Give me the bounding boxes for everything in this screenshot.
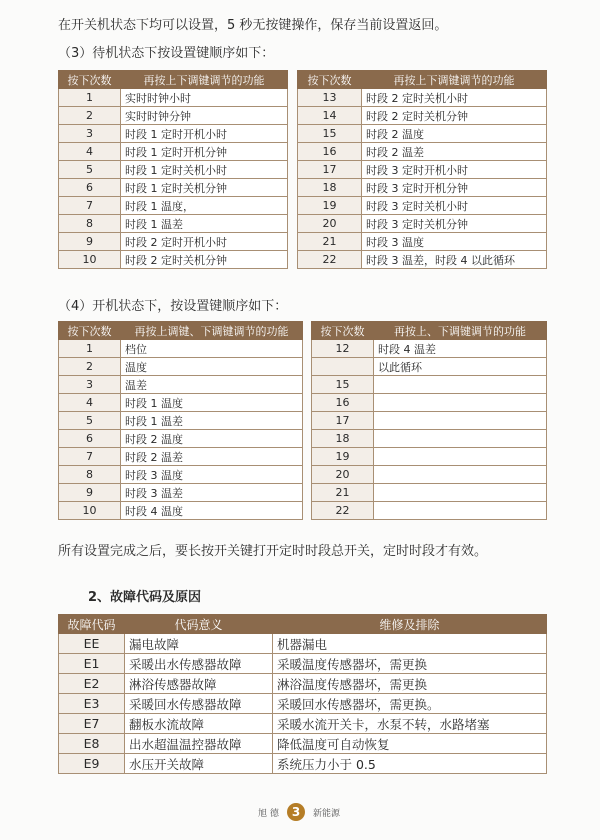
table-row: [59, 107, 288, 125]
table-row: [59, 484, 303, 502]
table-cell: 13: [298, 89, 362, 107]
table-cell: E7: [59, 714, 125, 734]
table-row: [59, 412, 303, 430]
table-row: [59, 734, 547, 754]
table-cell: 翻板水流故障: [125, 714, 273, 734]
table-cell: 4: [59, 394, 121, 412]
table-cell: 淋浴温度传感器坏，需更换: [273, 674, 547, 694]
table-cell: 4: [59, 143, 121, 161]
table-cell: 时段 3 定时开机分钟: [362, 179, 547, 197]
table-cell: 2: [59, 358, 121, 376]
column-header: 按下次数: [59, 322, 121, 340]
table-cell: 以此循环: [374, 358, 547, 376]
table-cell: 时段 2 温差: [362, 143, 547, 161]
column-header: 再按上下调键调节的功能: [362, 71, 547, 89]
table-row: [59, 394, 303, 412]
table-row: [59, 430, 303, 448]
table-cell: 系统压力小于 0.5: [273, 754, 547, 774]
table-row: [312, 340, 547, 358]
table-cell: 8: [59, 466, 121, 484]
table-row: [298, 215, 547, 233]
page-footer: [0, 803, 600, 823]
table-cell: 12: [312, 340, 374, 358]
table-cell: 16: [312, 394, 374, 412]
table-row: [59, 634, 547, 654]
table-cell: 时段 3 温差，时段 4 以此循环: [362, 251, 547, 269]
table-cell: 机器漏电: [273, 634, 547, 654]
table-cell: 采暖水流开关卡，水泵不转，水路堵塞: [273, 714, 547, 734]
table-cell: 降低温度可自动恢复: [273, 734, 547, 754]
table-cell: 时段 3 温差: [121, 484, 303, 502]
table-row: [312, 502, 547, 520]
table-cell: 1: [59, 89, 121, 107]
table-cell: 8: [59, 215, 121, 233]
section4-title: （4）开机状态下，按设置键顺序如下：: [58, 299, 288, 314]
table-cell: 时段 1 定时关机分钟: [121, 179, 288, 197]
table-row: [312, 376, 547, 394]
table-cell: 10: [59, 251, 121, 269]
section3-table-left: [58, 70, 288, 269]
table-cell: 6: [59, 179, 121, 197]
table-cell: [374, 394, 547, 412]
table-row: [298, 161, 547, 179]
table-cell: 实时时钟分钟: [121, 107, 288, 125]
table-cell: 水压开关故障: [125, 754, 273, 774]
table-row: [312, 430, 547, 448]
fault-section-title: 2、故障代码及原因: [88, 590, 202, 605]
table-cell: 出水超温温控器故障: [125, 734, 273, 754]
table-cell: 7: [59, 448, 121, 466]
table-row: [312, 484, 547, 502]
table-cell: 温度: [121, 358, 303, 376]
table-cell: 20: [298, 215, 362, 233]
table-cell: 采暖回水传感器故障: [125, 694, 273, 714]
table-cell: 18: [298, 179, 362, 197]
table-cell: 5: [59, 161, 121, 179]
section4-table-right: [311, 321, 547, 520]
table-row: [59, 215, 288, 233]
table-row: [59, 125, 288, 143]
table-cell: 时段 3 温度: [121, 466, 303, 484]
table-row: [298, 179, 547, 197]
table-cell: 时段 2 温差: [121, 448, 303, 466]
table-row: [59, 179, 288, 197]
table-row: [59, 143, 288, 161]
table-cell: E8: [59, 734, 125, 754]
table-cell: EE: [59, 634, 125, 654]
table-cell: 22: [298, 251, 362, 269]
table-cell: 采暖回水传感器坏，需更换。: [273, 694, 547, 714]
table-cell: 时段 1 温差: [121, 215, 288, 233]
table-cell: [374, 412, 547, 430]
section4-table-left: [58, 321, 303, 520]
table-cell: 19: [312, 448, 374, 466]
table-cell: 15: [312, 376, 374, 394]
table-row: [59, 754, 547, 774]
table-cell: [374, 430, 547, 448]
table-cell: 采暖温度传感器坏，需更换: [273, 654, 547, 674]
table-row: [59, 654, 547, 674]
table-row: [59, 694, 547, 714]
table-cell: 时段 1 定时关机小时: [121, 161, 288, 179]
table-cell: 时段 1 温度: [121, 394, 303, 412]
table-cell: 9: [59, 233, 121, 251]
footer-brand-left: 旭 德: [258, 809, 279, 819]
table-row: [59, 466, 303, 484]
table-row: [312, 358, 547, 376]
table-row: [298, 233, 547, 251]
intro-line: 在开关机状态下均可以设置，5 秒无按键操作，保存当前设置返回。: [58, 18, 448, 33]
table-cell: 时段 4 温差: [374, 340, 547, 358]
table-cell: 时段 2 温度: [121, 430, 303, 448]
table-cell: 6: [59, 430, 121, 448]
table-cell: 19: [298, 197, 362, 215]
table-row: [312, 448, 547, 466]
table-cell: 21: [312, 484, 374, 502]
column-header: 代码意义: [125, 615, 273, 634]
table-cell: E3: [59, 694, 125, 714]
table-row: [59, 161, 288, 179]
table-row: [298, 89, 547, 107]
table-cell: [374, 466, 547, 484]
note-line: 所有设置完成之后，要长按开关键打开定时时段总开关，定时时段才有效。: [58, 544, 488, 559]
table-cell: 5: [59, 412, 121, 430]
table-cell: 16: [298, 143, 362, 161]
table-cell: 15: [298, 125, 362, 143]
table-cell: 2: [59, 107, 121, 125]
table-cell: 时段 2 定时关机分钟: [362, 107, 547, 125]
table-row: [298, 125, 547, 143]
table-cell: 实时时钟小时: [121, 89, 288, 107]
table-cell: 9: [59, 484, 121, 502]
table-cell: [374, 448, 547, 466]
table-cell: 时段 2 定时关机分钟: [121, 251, 288, 269]
column-header: 再按上调键、下调键调节的功能: [121, 322, 303, 340]
table-row: [59, 714, 547, 734]
column-header: 故障代码: [59, 615, 125, 634]
table-row: [59, 448, 303, 466]
table-cell: 20: [312, 466, 374, 484]
table-row: [298, 107, 547, 125]
page-number: 3: [287, 803, 305, 821]
table-cell: 18: [312, 430, 374, 448]
table-cell: 时段 4 温度: [121, 502, 303, 520]
table-cell: 17: [312, 412, 374, 430]
table-row: [312, 466, 547, 484]
table-cell: [374, 502, 547, 520]
column-header: 按下次数: [59, 71, 121, 89]
section3-table-right: [297, 70, 547, 269]
table-cell: E1: [59, 654, 125, 674]
table-cell: 7: [59, 197, 121, 215]
table-cell: 时段 1 温度，: [121, 197, 288, 215]
column-header: 再按上、下调键调节的功能: [374, 322, 547, 340]
table-cell: [374, 376, 547, 394]
table-cell: 时段 3 定时关机分钟: [362, 215, 547, 233]
table-cell: 淋浴传感器故障: [125, 674, 273, 694]
table-cell: 14: [298, 107, 362, 125]
column-header: 再按上下调键调节的功能: [121, 71, 288, 89]
table-row: [298, 251, 547, 269]
table-cell: 时段 3 定时关机小时: [362, 197, 547, 215]
table-row: [298, 197, 547, 215]
table-row: [59, 89, 288, 107]
table-cell: 10: [59, 502, 121, 520]
section3-title: （3）待机状态下按设置键顺序如下：: [58, 46, 275, 61]
table-cell: 温差: [121, 376, 303, 394]
table-row: [59, 251, 288, 269]
table-row: [59, 502, 303, 520]
table-cell: 时段 2 温度: [362, 125, 547, 143]
column-header: 按下次数: [298, 71, 362, 89]
footer-brand-right: 新能源: [313, 809, 341, 819]
table-cell: 时段 2 定时开机小时: [121, 233, 288, 251]
table-cell: 时段 1 定时开机分钟: [121, 143, 288, 161]
column-header: 按下次数: [312, 322, 374, 340]
column-header: 维修及排除: [273, 615, 547, 634]
table-cell: 采暖出水传感器故障: [125, 654, 273, 674]
table-row: [298, 143, 547, 161]
table-cell: 漏电故障: [125, 634, 273, 654]
table-cell: 21: [298, 233, 362, 251]
table-cell: 3: [59, 376, 121, 394]
table-row: [59, 674, 547, 694]
table-row: [312, 412, 547, 430]
table-cell: 1: [59, 340, 121, 358]
table-cell: 档位: [121, 340, 303, 358]
table-cell: 时段 1 定时开机小时: [121, 125, 288, 143]
table-cell: 22: [312, 502, 374, 520]
table-row: [59, 197, 288, 215]
table-cell: [312, 358, 374, 376]
table-cell: E2: [59, 674, 125, 694]
table-cell: 17: [298, 161, 362, 179]
table-row: [312, 394, 547, 412]
fault-code-table: [58, 614, 547, 774]
table-cell: 时段 3 温度: [362, 233, 547, 251]
table-cell: 时段 1 温差: [121, 412, 303, 430]
table-cell: 3: [59, 125, 121, 143]
table-row: [59, 233, 288, 251]
table-row: [59, 358, 303, 376]
table-cell: 时段 3 定时开机小时: [362, 161, 547, 179]
table-cell: 时段 2 定时关机小时: [362, 89, 547, 107]
table-cell: E9: [59, 754, 125, 774]
table-row: [59, 340, 303, 358]
table-cell: [374, 484, 547, 502]
table-row: [59, 376, 303, 394]
